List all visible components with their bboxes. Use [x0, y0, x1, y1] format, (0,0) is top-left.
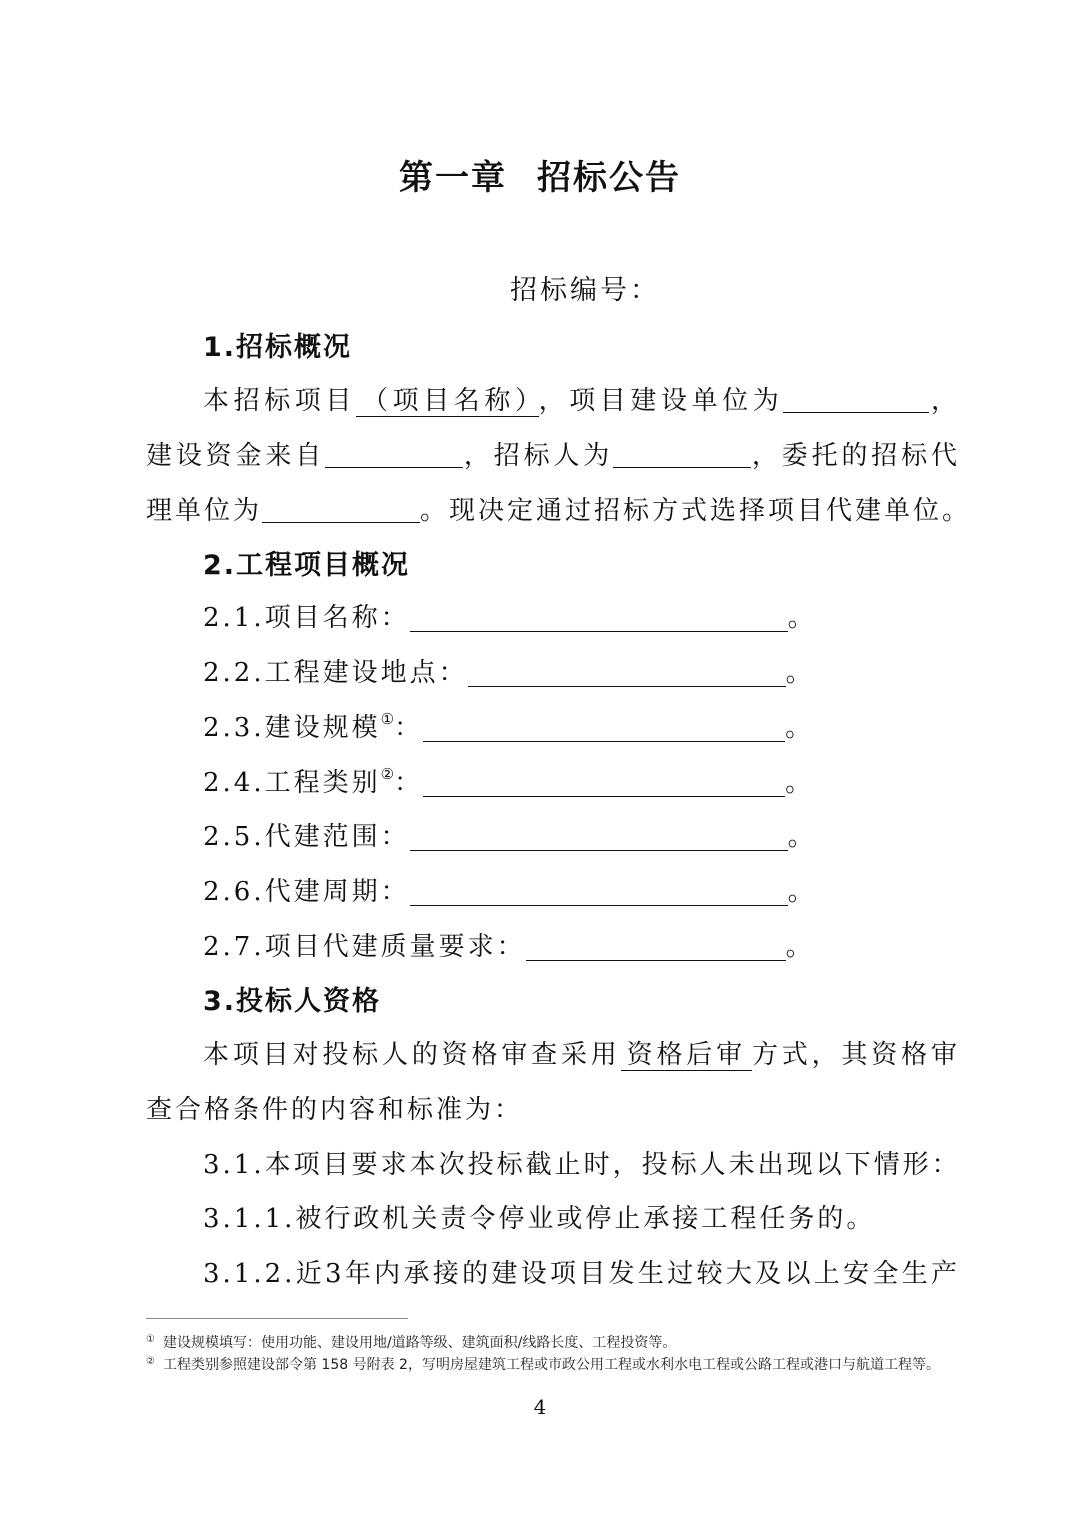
- text: 。: [785, 713, 815, 743]
- text: ，项目建设单位为: [538, 386, 784, 416]
- section-1-line-3: [146, 490, 972, 527]
- item-label: 2.2.工程建设地点：: [203, 658, 468, 688]
- agency-period-field[interactable]: [410, 877, 788, 906]
- bid-number-label: 招标编号：: [510, 275, 660, 306]
- footnote-ref-1[interactable]: ①: [380, 710, 395, 728]
- item-3-1-2: 3.1.2.近3年内承接的建设项目发生过较大及以上安全生产: [203, 1259, 960, 1289]
- text: ：: [394, 713, 424, 743]
- item-2-5: [203, 816, 960, 853]
- project-category-field[interactable]: [423, 768, 785, 797]
- text: 本招标项目: [203, 386, 356, 416]
- section-1-line-1: [203, 380, 960, 417]
- item-2-1: [203, 597, 960, 634]
- construction-unit-blank[interactable]: [783, 384, 929, 413]
- chapter-number: 第一章: [399, 158, 507, 198]
- construction-site-field[interactable]: [468, 658, 786, 687]
- agency-scope-field[interactable]: [410, 822, 788, 851]
- item-label: 2.3.建设规模: [203, 713, 381, 743]
- text: 。: [785, 768, 815, 798]
- section-3-heading: 3.投标人资格: [203, 986, 382, 1017]
- text: ，: [929, 386, 960, 416]
- page-number: 4: [533, 1395, 547, 1419]
- item-label: 2.7.项目代建质量要求：: [203, 932, 526, 962]
- footnote-1: [146, 1330, 960, 1353]
- agency-blank[interactable]: [262, 494, 420, 523]
- construction-scale-field[interactable]: [423, 713, 785, 742]
- section-3-para-line-2: 查合格条件的内容和标准为：: [146, 1095, 524, 1125]
- text: 理单位为: [146, 496, 263, 526]
- item-label: 2.1.项目名称：: [203, 603, 410, 633]
- text: 。: [785, 932, 815, 962]
- footnote-mark: ②: [146, 1356, 155, 1367]
- footnote-text: 建设规模填写：使用功能、建设用地/道路等级、建筑面积/线路长度、工程投资等。: [162, 1335, 677, 1351]
- footnote-text: 工程类别参照建设部令第 158 号附表 2，写明房屋建筑工程或市政公用工程或水利水电工程或公路工程或港口与航道工程等。: [162, 1357, 940, 1373]
- footnote-ref-2[interactable]: ②: [380, 765, 395, 783]
- footnote-mark: ①: [146, 1334, 155, 1345]
- item-3-1-1: 3.1.1.被行政机关责令停业或停止承接工程任务的。: [203, 1204, 876, 1234]
- text: 。: [787, 603, 817, 633]
- item-2-2: [203, 652, 960, 689]
- funding-source-blank[interactable]: [325, 439, 463, 468]
- section-3-para-line-1: [203, 1034, 960, 1071]
- text: 。现决定通过招标方式选择项目代建单位。: [420, 496, 972, 526]
- text: 建设资金来自: [146, 441, 326, 471]
- item-2-3: [203, 707, 960, 744]
- chapter-name: 招标公告: [537, 158, 681, 198]
- text: 。: [787, 822, 817, 852]
- text: ，招标人为: [463, 441, 614, 471]
- text: 方式，其资格审: [751, 1040, 960, 1070]
- chapter-title: [0, 150, 1080, 199]
- project-name-field[interactable]: [410, 603, 788, 632]
- qualification-method: 资格后审: [621, 1040, 752, 1071]
- item-label: 2.4.工程类别: [203, 768, 381, 798]
- item-2-6: [203, 871, 960, 908]
- item-2-4: [203, 762, 960, 799]
- text: 本项目对投标人的资格审查采用: [203, 1040, 621, 1070]
- text: 。: [785, 658, 815, 688]
- item-3-1: 3.1.本项目要求本次投标截止时，投标人未出现以下情形：: [203, 1150, 961, 1180]
- project-name-blank[interactable]: （项目名称）: [356, 386, 539, 417]
- section-1-heading: 1.招标概况: [203, 332, 353, 363]
- section-2-heading: 2.工程项目概况: [203, 550, 411, 581]
- text: ，委托的招标代: [751, 441, 960, 471]
- footnote-divider: [146, 1318, 408, 1319]
- text: 。: [787, 877, 817, 907]
- section-1-line-2: [146, 435, 960, 472]
- quality-requirement-field[interactable]: [526, 932, 786, 961]
- item-2-7: [203, 926, 960, 963]
- tenderer-blank[interactable]: [613, 439, 751, 468]
- item-label: 2.5.代建范围：: [203, 822, 410, 852]
- item-label: 2.6.代建周期：: [203, 877, 410, 907]
- footnote-2: [146, 1352, 960, 1375]
- text: ：: [394, 768, 424, 798]
